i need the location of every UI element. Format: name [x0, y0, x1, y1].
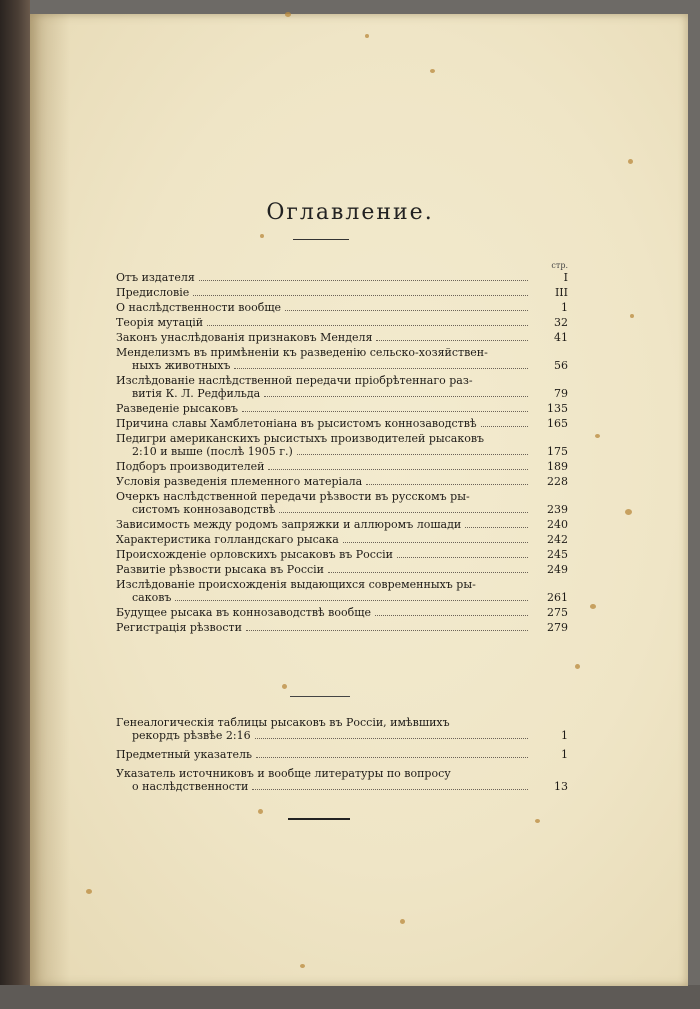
toc-entry[interactable] [116, 475, 568, 488]
toc-entry-title: витія К. Л. Редфильда [132, 387, 261, 400]
toc-page-number: 279 [547, 621, 568, 634]
toc-entry-title: Регистрація рѣзвости [116, 621, 242, 634]
toc-entry[interactable] [116, 374, 568, 400]
dot-leader [297, 445, 528, 455]
toc-entry[interactable] [116, 331, 568, 344]
foxing-spot [285, 12, 291, 17]
toc-page-number: 249 [547, 563, 568, 576]
dot-leader [366, 475, 528, 485]
dot-leader [252, 780, 528, 790]
toc-entry[interactable] [116, 301, 568, 314]
toc-entry-title: ныхъ животныхъ [132, 359, 231, 372]
toc-entry-title: Происхожденіе орловскихъ рысаковъ въ Россіи [116, 548, 393, 561]
toc-entry[interactable] [116, 490, 568, 516]
toc-page-number: 1 [561, 301, 568, 314]
toc-entry-title: рекордъ рѣзвѣе 2:16 [132, 729, 251, 742]
toc-entry[interactable] [116, 432, 568, 458]
foxing-spot [86, 889, 92, 894]
dot-leader [268, 460, 528, 470]
dot-leader [376, 331, 528, 341]
foxing-spot [625, 509, 632, 515]
toc-entry[interactable] [116, 271, 568, 284]
toc-page-number: 56 [554, 359, 568, 372]
dot-leader [279, 503, 528, 513]
toc-entry-title: Очеркъ наслѣдственной передачи рѣзвости въ русскомъ ры- [116, 490, 470, 503]
toc-page-number: 1 [561, 729, 568, 742]
foxing-spot [575, 664, 580, 669]
section-divider [290, 696, 350, 697]
dot-leader [193, 286, 528, 296]
toc-entry-title: Указатель источниковъ и вообще литературы по вопросу [116, 767, 451, 780]
toc-entry-title: Изслѣдованіе наслѣдственной передачи пріобрѣтеннаго раз- [116, 374, 473, 387]
toc-page-number: 228 [547, 475, 568, 488]
toc-entry[interactable] [116, 606, 568, 619]
toc-entry[interactable] [116, 563, 568, 576]
toc-entry-title: Условія разведенія племенного матеріала [116, 475, 363, 488]
toc-entry-title: О наслѣдственности вообще [116, 301, 282, 314]
toc-entry[interactable] [116, 460, 568, 473]
foxing-spot [630, 314, 634, 318]
toc-page-number: I [563, 271, 568, 284]
dot-leader [375, 606, 528, 616]
toc-page-number: 240 [547, 518, 568, 531]
dot-leader [328, 563, 528, 573]
toc-entry[interactable] [116, 578, 568, 604]
foxing-spot [365, 34, 369, 38]
toc-entry[interactable] [116, 346, 568, 372]
toc-entry[interactable] [116, 286, 568, 299]
toc-entry-title: Теорія мутацій [116, 316, 204, 329]
toc-page-number: 32 [554, 316, 568, 329]
toc-page-number: III [554, 286, 568, 299]
toc-entry[interactable] [116, 748, 568, 761]
toc-page-number: 13 [554, 780, 568, 793]
toc-entry[interactable] [116, 316, 568, 329]
gutter-shadow [30, 14, 70, 986]
toc-entry[interactable] [116, 533, 568, 546]
toc-entry-title: Предметный указатель [116, 748, 253, 761]
toc-page-number: 261 [547, 591, 568, 604]
toc-entry-title: систомъ коннозаводствѣ [132, 503, 276, 516]
foxing-spot [300, 964, 305, 968]
heading-divider [293, 239, 349, 240]
toc-entry-title: Подборъ производителей [116, 460, 265, 473]
toc-entry[interactable] [116, 417, 568, 430]
dot-leader [255, 729, 528, 739]
toc-page-number: 242 [547, 533, 568, 546]
toc-page-number: 275 [547, 606, 568, 619]
toc-entry[interactable] [116, 518, 568, 531]
toc-entry-title: 2:10 и выше (послѣ 1905 г.) [132, 445, 293, 458]
toc-entry-title: Причина славы Хамблетоніана въ рысистомъ коннозаводствѣ [116, 417, 477, 430]
dot-leader [285, 301, 528, 311]
foxing-spot [590, 604, 596, 609]
toc-heading: Оглавление. [266, 200, 434, 225]
pages-column-label: стр. [551, 261, 568, 270]
toc-page-number: 239 [547, 503, 568, 516]
foxing-spot [282, 684, 287, 689]
dot-leader [175, 591, 528, 601]
dot-leader [264, 387, 528, 397]
toc-page-number: 79 [554, 387, 568, 400]
toc-entry[interactable] [116, 716, 568, 742]
dot-leader [465, 518, 528, 528]
dot-leader [256, 748, 528, 758]
foxing-spot [535, 819, 540, 823]
foxing-spot [430, 69, 435, 73]
dot-leader [242, 402, 528, 412]
toc-entry-title: Предисловіе [116, 286, 190, 299]
dot-leader [234, 359, 528, 369]
toc-page-number: 1 [561, 748, 568, 761]
toc-entry-title: Отъ издателя [116, 271, 195, 284]
toc-page-number: 245 [547, 548, 568, 561]
toc-entry-title: Генеалогическія таблицы рысаковъ въ Россіи, имѣвшихъ [116, 716, 450, 729]
toc-entry-title: Будущее рысака въ коннозаводствѣ вообще [116, 606, 371, 619]
background-surface [0, 985, 700, 1009]
book-cover-edge [0, 0, 30, 1009]
end-ornament-rule [288, 818, 350, 820]
foxing-spot [595, 434, 600, 438]
toc-page-number: 135 [547, 402, 568, 415]
dot-leader [343, 533, 528, 543]
toc-entry-title: Педигри американскихъ рысистыхъ производителей рысаковъ [116, 432, 485, 445]
foxing-spot [258, 809, 263, 814]
dot-leader [199, 271, 528, 281]
toc-entry[interactable] [116, 767, 568, 793]
toc-entry-title: Характеристика голландскаго рысака [116, 533, 339, 546]
toc-entry[interactable] [116, 402, 568, 415]
foxing-spot [400, 919, 405, 924]
toc-page-number: 175 [547, 445, 568, 458]
foxing-spot [628, 159, 633, 164]
toc-entry-title: Законъ унаслѣдованія признаковъ Менделя [116, 331, 373, 344]
toc-entry-title: Менделизмъ въ примѣненіи къ разведенію сельско-хозяйствен- [116, 346, 488, 359]
dot-leader [397, 548, 528, 558]
toc-page-number: 165 [547, 417, 568, 430]
toc-entry-title: о наслѣдственности [132, 780, 249, 793]
toc-entry-title: Изслѣдованіе происхожденія выдающихся современныхъ ры- [116, 578, 476, 591]
dot-leader [207, 316, 528, 326]
toc-entry[interactable] [116, 548, 568, 561]
toc-page-number: 189 [547, 460, 568, 473]
toc-page-number: 41 [554, 331, 568, 344]
toc-entry-title: Разведеніе рысаковъ [116, 402, 239, 415]
dot-leader [481, 417, 528, 427]
toc-entry-title: саковъ [132, 591, 172, 604]
dot-leader [246, 621, 528, 631]
toc-entry[interactable] [116, 621, 568, 634]
toc-entry-title: Развитіе рѣзвости рысака въ Россіи [116, 563, 324, 576]
foxing-spot [260, 234, 264, 238]
toc-entry-title: Зависимость между родомъ запряжки и аллюромъ лошади [116, 518, 462, 531]
